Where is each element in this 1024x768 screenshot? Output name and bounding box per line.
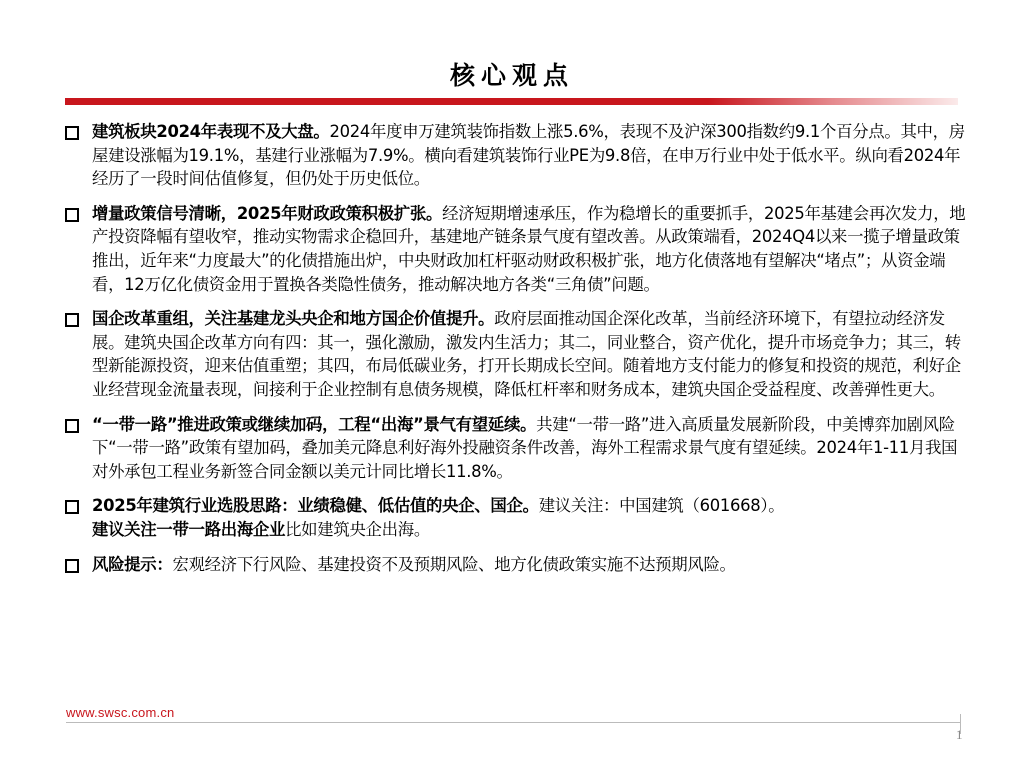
bullet-body: 建议关注：中国建筑（601668）。 (538, 496, 785, 516)
bullet-policy (62, 202, 967, 296)
checkbox-square-icon (65, 559, 79, 573)
bullet-stock-picks (62, 494, 967, 541)
bullet-body: 共建“一带一路”进入高质量发展新阶段，中美博弈加剧风险下“一带一路”政策有望加码，叠加美元降息利好海外投融资条件改善，海外工程需求景气度有望延续。2024年1-11月我国对外承包工程业务新签合同金额以美元计同比增长11.8%。 (92, 414, 958, 481)
key-points-list (62, 120, 967, 587)
bullet-soe-reform (62, 307, 967, 401)
bullet-heading: 建筑板块2024年表现不及大盘。 (92, 122, 330, 141)
page-title: 核心观点 (449, 61, 574, 90)
bullet-performance (62, 120, 967, 191)
bullet-body: 政府层面推动国企深化改革，当前经济环境下，有望拉动经济发展。建筑央国企改革方向有四：其一，强化激励，激发内生活力；其二，同业整合，资产优化，提升市场竞争力；其三，转型新能源投资，迎来估值重塑；其四，布局低碳业务，打开长期成长空间。随着地方支付能力的修复和投资的规范，利好企业经营现金流量表现，间接利于企业控制有息债务规模，降低杠杆率和财务成本，建筑央国企受益程度、改善弹性更大。 (92, 309, 961, 399)
bullet-body-secondary: 比如建筑央企出海。 (285, 519, 430, 539)
checkbox-square-icon (65, 313, 79, 327)
bullet-heading-secondary: 建议关注一带一路出海企业 (92, 519, 286, 539)
bullet-heading: 2025年建筑行业选股思路：业绩稳健、低估值的央企、国企。 (92, 496, 539, 516)
checkbox-square-icon (65, 126, 79, 140)
page-number: 1 (956, 727, 963, 742)
bullet-heading: “一带一路”推进政策或继续加码，工程“出海”景气有望延续。 (92, 414, 537, 434)
bullet-risk (62, 553, 967, 577)
bullet-body: 经济短期增速承压，作为稳增长的重要抓手，2025年基建会再次发力，地产投资降幅有望收窄，推动实物需求企稳回升，基建地产链条景气度有望改善。从政策端看，2024Q4以来一揽子增量政策推出，近年来“力度最大”的化债措施出炉，中央财政加杠杆驱动财政积极扩张，地方化债落地有望解决“堵点”；从资金端看，12万亿化债资金用于置换各类隐性债务，推动解决地方各类“三角债”问题。 (92, 203, 966, 294)
bullet-heading: 风险提示： (92, 554, 173, 574)
footer-website-link[interactable]: www.swsc.com.cn (66, 705, 175, 720)
bullet-heading: 增量政策信号清晰，2025年财政政策积极扩张。 (92, 203, 443, 223)
footer-divider (66, 722, 960, 723)
checkbox-square-icon (65, 419, 79, 433)
checkbox-square-icon (65, 208, 79, 222)
bullet-body: 2024年度申万建筑装饰指数上涨5.6%，表现不及沪深300指数约9.1个百分点。其中，房屋建设涨幅为19.1%，基建行业涨幅为7.9%。横向看建筑装饰行业PE为9.8倍，在申万行业中处于低水平。纵向看2024年经历了一段时间估值修复，但仍处于历史低位。 (92, 122, 965, 189)
title-divider (65, 98, 958, 105)
checkbox-square-icon (65, 500, 79, 514)
bullet-heading: 国企改革重组，关注基建龙头央企和地方国企价值提升。 (92, 309, 495, 329)
bullet-belt-road (62, 413, 967, 484)
bullet-body: 宏观经济下行风险、基建投资不及预期风险、地方化债政策实施不达预期风险。 (172, 554, 736, 574)
